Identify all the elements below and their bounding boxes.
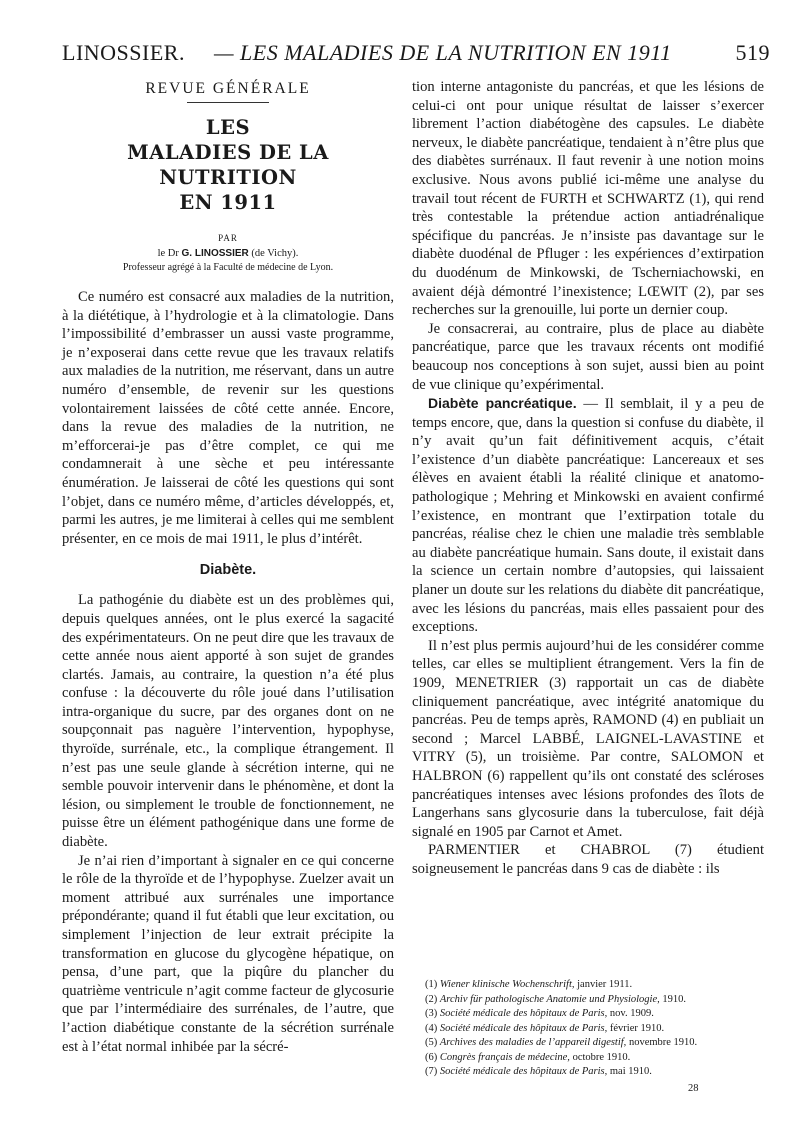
footnote-date: octobre 1910. (572, 1051, 631, 1063)
footnote-date: 1910. (662, 993, 687, 1005)
article-title-line: EN 1911 (179, 191, 277, 214)
paragraph: Ce numéro est consacré aux maladies de la nutrition, à la diététique, à l’hydrologie et à la climatologie. Dans l’impossibilité d’embrasser un aussi vaste programme, je n’exposerai dans cette revue que les travaux relatifs aux maladies de la nutrition, me réservant, dans un autre numéro d’ensemble, de revenir sur les questions volontairement laissées de côté cette année. Encore, dans la revue des maladies de la nutrition, ne m’efforcerai-je pas d’être complet, ce qui me condamnerait à une sèche et peu intéressante énumération. Je laisserai de côté les questions qui sont l’objet, dans ce numéro même, d’articles développés, et, parmi les autres, je me limiterai à celles qui me semblent présenter, en ce mois de mai 1911, le plus d’intérêt. (62, 289, 394, 547)
runin-heading: Diabète pancréatique. (428, 395, 577, 412)
par-label: PAR (218, 233, 238, 243)
affiliation: Professeur agrégé à la Faculté de médecine de Lyon. (122, 262, 334, 273)
footnote-date: novembre 1910. (628, 1037, 698, 1048)
footnotes (425, 978, 765, 1080)
author-name: G. LINOSSIER (181, 248, 249, 259)
paragraph-text: — Il semblait, il y a peu de temps encore, que, dans la question si confuse du diabète, il n’y avait qu’un fait définitivement acquis, c’était l’existence d’un diabète pancréatique: Lancereaux et ses élèves en avaient établi la réalité clinique et anatomo-pathologique ; Mehring et Minkowski en avaient confirmé l’existence, en montrant que l’extirpation totale du pancréas, réalise chez le chien une maladie très semblable au diabète pancréatique humain. Sans doute, il existait dans la science un certain nombre d’autopsies, qui laissaient planer un doute sur les relations du diabète dit pancréatique, avec les lésions du pancréas, mais elles passaient pour des exceptions. (412, 396, 764, 636)
signature-mark: 28 (688, 1083, 699, 1094)
paragraph: PARMENTIER et CHABROL (7) étudient soigneusement le pancréas dans 9 cas de diabète : ils (412, 842, 764, 877)
footnote (425, 1065, 765, 1080)
footnote-source: Archives des maladies de l’appareil digestif, (439, 1037, 627, 1048)
article-title-line: LES (205, 116, 251, 139)
footnote-source: Société médicale des hôpitaux de Paris, (439, 1008, 608, 1019)
footnote (425, 978, 765, 993)
page-number: 519 (735, 40, 770, 65)
footnote (425, 993, 765, 1008)
footnote-source: Congrès français de médecine, (439, 1051, 570, 1063)
right-body (412, 78, 764, 879)
footnote-number: (3) (425, 1008, 438, 1019)
footnote (425, 1007, 765, 1022)
footnote (425, 1051, 765, 1066)
byline-prefix: le Dr (157, 248, 179, 259)
byline (62, 248, 394, 259)
footnote-date: janvier 1911. (577, 979, 633, 990)
article-title-line: MALADIES DE LA NUTRITION (127, 141, 329, 189)
article-title (62, 115, 394, 215)
footnote-source: Société médicale des hôpitaux de Paris, (439, 1066, 608, 1077)
rubric-rule (187, 102, 269, 103)
footnote-source: Wiener klinische Wochenschrift, (439, 979, 575, 990)
footnote-source: Société médicale des hôpitaux de Paris, (439, 1022, 608, 1034)
right-column (412, 78, 764, 879)
footnote-number: (7) (425, 1066, 438, 1077)
paragraph: La pathogénie du diabète est un des problèmes qui, depuis quelques années, ont le plus exercé la sagacité des expérimentateurs. On ne peut dire que les travaux de cette année nous aient apporté à son sujet de grandes clartés. Jamais, au contraire, la question n’a été plus confuse : la découverte du rôle joué dans l’utilisation intra-organique du sucre, par des organes dont on ne soupçonnait pas naguère l’intervention, hypophyse, thyroïde, surrénale, etc., la complique étrangement. Il n’est pas une seule glande à sécrétion interne, qui ne semble pouvoir intervenir dans le phénomène, et dont la lésion, ou simplement le trouble de fonctionnement, ne puisse être un élément pathogénique dans une forme de diabète. (62, 592, 394, 851)
paragraph: tion interne antagoniste du pancréas, et que les lésions de celui-ci ont pour unique résultat de laisser s’exercer librement l’action diabétogène des capsules. Le diabète nerveux, le diabète pancréatique, tendaient à n’être plus que des diabètes surrénaux. Il faut revenir à une notion moins exclusive. Nous avons publié ici-même une analyse du travail tout récent de FURTH et SCHWARTZ (1), qui rend très contestable la prétendue action antiadrénalique spécifique du pancréas. Je n’insiste pas davantage sur le diabète duodénal de Pfluger : les expériences d’extirpation du duodénum de Minkowski, de Tscherniachowski, en avaient déjà démontré l’inexistence; LŒWIT (2), par ses recherches sur la grenouille, lui porte un dernier coup. (412, 79, 764, 319)
left-body (62, 288, 394, 1056)
paragraph: Je consacrerai, au contraire, plus de place au diabète pancréatique, parce que les travaux récents ont modifié beaucoup nos conceptions à son sujet, aussi bien au point de vue clinique qu’expérimental. (412, 320, 764, 393)
footnote-number: (4) (425, 1022, 438, 1034)
footnote-source: Archiv für pathologische Anatomie und Physiologie, (439, 993, 660, 1005)
rubric: REVUE GÉNÉRALE (145, 80, 311, 97)
left-column (62, 78, 394, 1056)
author-suffix: (de Vichy). (251, 248, 299, 259)
running-head-title: — LES MALADIES DE LA NUTRITION EN 1911 (214, 40, 672, 65)
paragraph: Il n’est plus permis aujourd’hui de les considérer comme telles, car elles se multiplient étrangement. Vers la fin de 1909, MENETRIER (3) rapportait un cas de diabète cliniquement pancréatique, avec intégrité anatomique du pancréas. Peu de temps après, RAMOND (4) en publiait un second ; Marcel LABBÉ, LAIGNEL-LAVASTINE et VITRY (5), un troisième. Par contre, SALOMON et HALBRON (6) rappellent qu’ils ont constaté des scléroses pancréatiques intenses avec lésions profondes des îlots de Langerhans sans glycosurie dans la tuberculose, fait déjà signalé en 1905 par Carnot et Amet. (412, 637, 764, 840)
footnote-number: (6) (425, 1051, 438, 1063)
footnote-number: (2) (425, 993, 438, 1005)
section-heading: Diabète. (199, 562, 257, 579)
running-head (62, 40, 770, 70)
footnote-number: (1) (425, 979, 438, 990)
footnote-number: (5) (425, 1037, 438, 1048)
footnote-date: février 1910. (609, 1022, 665, 1034)
paragraph: Je n’ai rien d’important à signaler en ce qui concerne le rôle de la thyroïde et de l’hypophyse. Zuelzer avait un moment attribué aux surrénales une importance prépondérante; quand il fut établi que leur excitation, ou simplement l’injection de leur extrait précipite la transformation en glucose du glycogène hépatique, on pensa, d’une part, que la piqûre du plancher du quatrième ventricule n’agit comme facteur de glycosurie que par l’intermédiaire des surrénales, de l’autre, que l’action diabétique constante de la sécrétion surrénale est à l’état normal inhibée par la sécré- (62, 852, 394, 1055)
footnote (425, 1022, 765, 1037)
footnote (425, 1036, 765, 1051)
paragraph (412, 394, 764, 637)
footnote-date: nov. 1909. (609, 1008, 654, 1019)
footnote-date: mai 1910. (609, 1066, 652, 1077)
running-head-author: LINOSSIER. (62, 40, 185, 65)
